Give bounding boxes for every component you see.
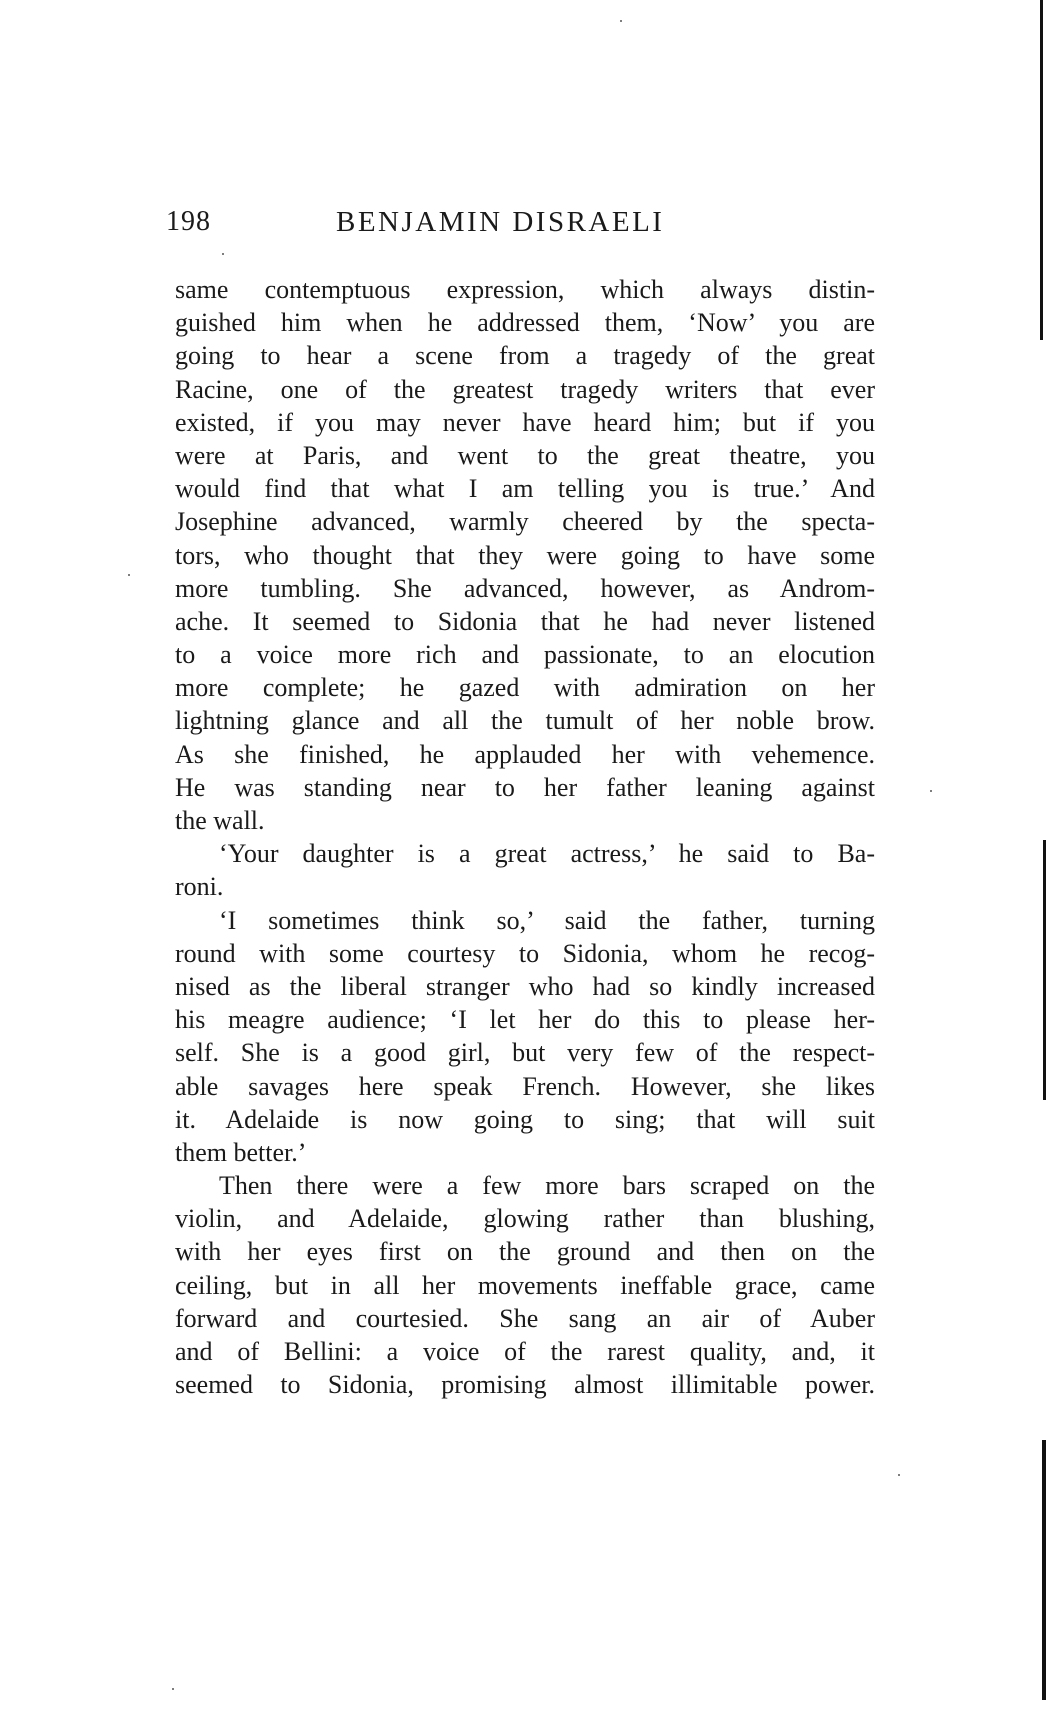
text-line: violin, and Adelaide, glowing rather than blushing,: [175, 1204, 875, 1234]
text-line: the wall.: [175, 806, 265, 835]
scan-speck: [930, 790, 932, 792]
scan-speck: [898, 1474, 900, 1476]
text-line: going to hear a scene from a tragedy of the great: [175, 341, 875, 371]
text-line: guished him when he addressed them, ‘Now’ you are: [175, 308, 875, 338]
text-line: were at Paris, and went to the great theatre, you: [175, 440, 875, 470]
running-title: BENJAMIN DISRAELI: [336, 206, 665, 238]
scan-edge-shadow: [1043, 840, 1046, 1100]
text-line: lightning glance and all the tumult of her noble brow.: [175, 706, 875, 736]
text-line: Josephine advanced, warmly cheered by the specta-: [175, 507, 875, 537]
scan-edge-shadow: [1040, 0, 1043, 340]
text-line: ‘I sometimes think so,’ said the father, turning: [219, 905, 875, 935]
text-line: seemed to Sidonia, promising almost illimitable power.: [175, 1370, 875, 1400]
text-line: ache. It seemed to Sidonia that he had never listened: [175, 606, 875, 636]
text-line: more complete; he gazed with admiration on her: [175, 673, 875, 703]
text-line: with her eyes first on the ground and then on the: [175, 1237, 875, 1267]
scan-speck: [172, 1688, 174, 1690]
text-line: He was standing near to her father leaning against: [175, 772, 875, 802]
page-number: 198: [166, 206, 211, 237]
text-line: more tumbling. She advanced, however, as Androm-: [175, 573, 875, 603]
text-line: tors, who thought that they were going to have some: [175, 540, 875, 570]
text-line: ‘Your daughter is a great actress,’ he said to Ba-: [219, 839, 875, 869]
scan-speck: [222, 253, 224, 255]
text-line: his meagre audience; ‘I let her do this to please her-: [175, 1005, 875, 1035]
text-line: forward and courtesied. She sang an air of Auber: [175, 1303, 875, 1333]
text-line: to a voice more rich and passionate, to an elocution: [175, 640, 875, 670]
scan-speck: [620, 20, 622, 22]
text-line: self. She is a good girl, but very few of the respect-: [175, 1038, 875, 1068]
scan-edge-shadow: [1042, 1440, 1046, 1700]
text-line: same contemptuous expression, which always distin-: [175, 275, 875, 304]
text-line: Then there were a few more bars scraped on the: [219, 1171, 875, 1201]
text-line: them better.’: [175, 1137, 307, 1167]
text-line: nised as the liberal stranger who had so kindly increased: [175, 971, 875, 1001]
scan-speck: [128, 574, 130, 576]
text-line: it. Adelaide is now going to sing; that will suit: [175, 1104, 875, 1134]
text-line: would find that what I am telling you is true.’ And: [175, 474, 875, 504]
text-line: round with some courtesy to Sidonia, whom he recog-: [175, 938, 875, 968]
text-line: existed, if you may never have heard him; but if you: [175, 407, 875, 437]
body-text: [175, 273, 875, 1401]
text-line: Racine, one of the greatest tragedy writers that ever: [175, 374, 875, 404]
text-line: As she finished, he applauded her with vehemence.: [175, 739, 875, 769]
text-line: able savages here speak French. However, she likes: [175, 1071, 875, 1101]
text-line: ceiling, but in all her movements ineffable grace, came: [175, 1270, 875, 1300]
text-line: roni.: [175, 872, 224, 902]
text-line: and of Bellini: a voice of the rarest quality, and, it: [175, 1337, 875, 1366]
page-header: [166, 206, 878, 246]
